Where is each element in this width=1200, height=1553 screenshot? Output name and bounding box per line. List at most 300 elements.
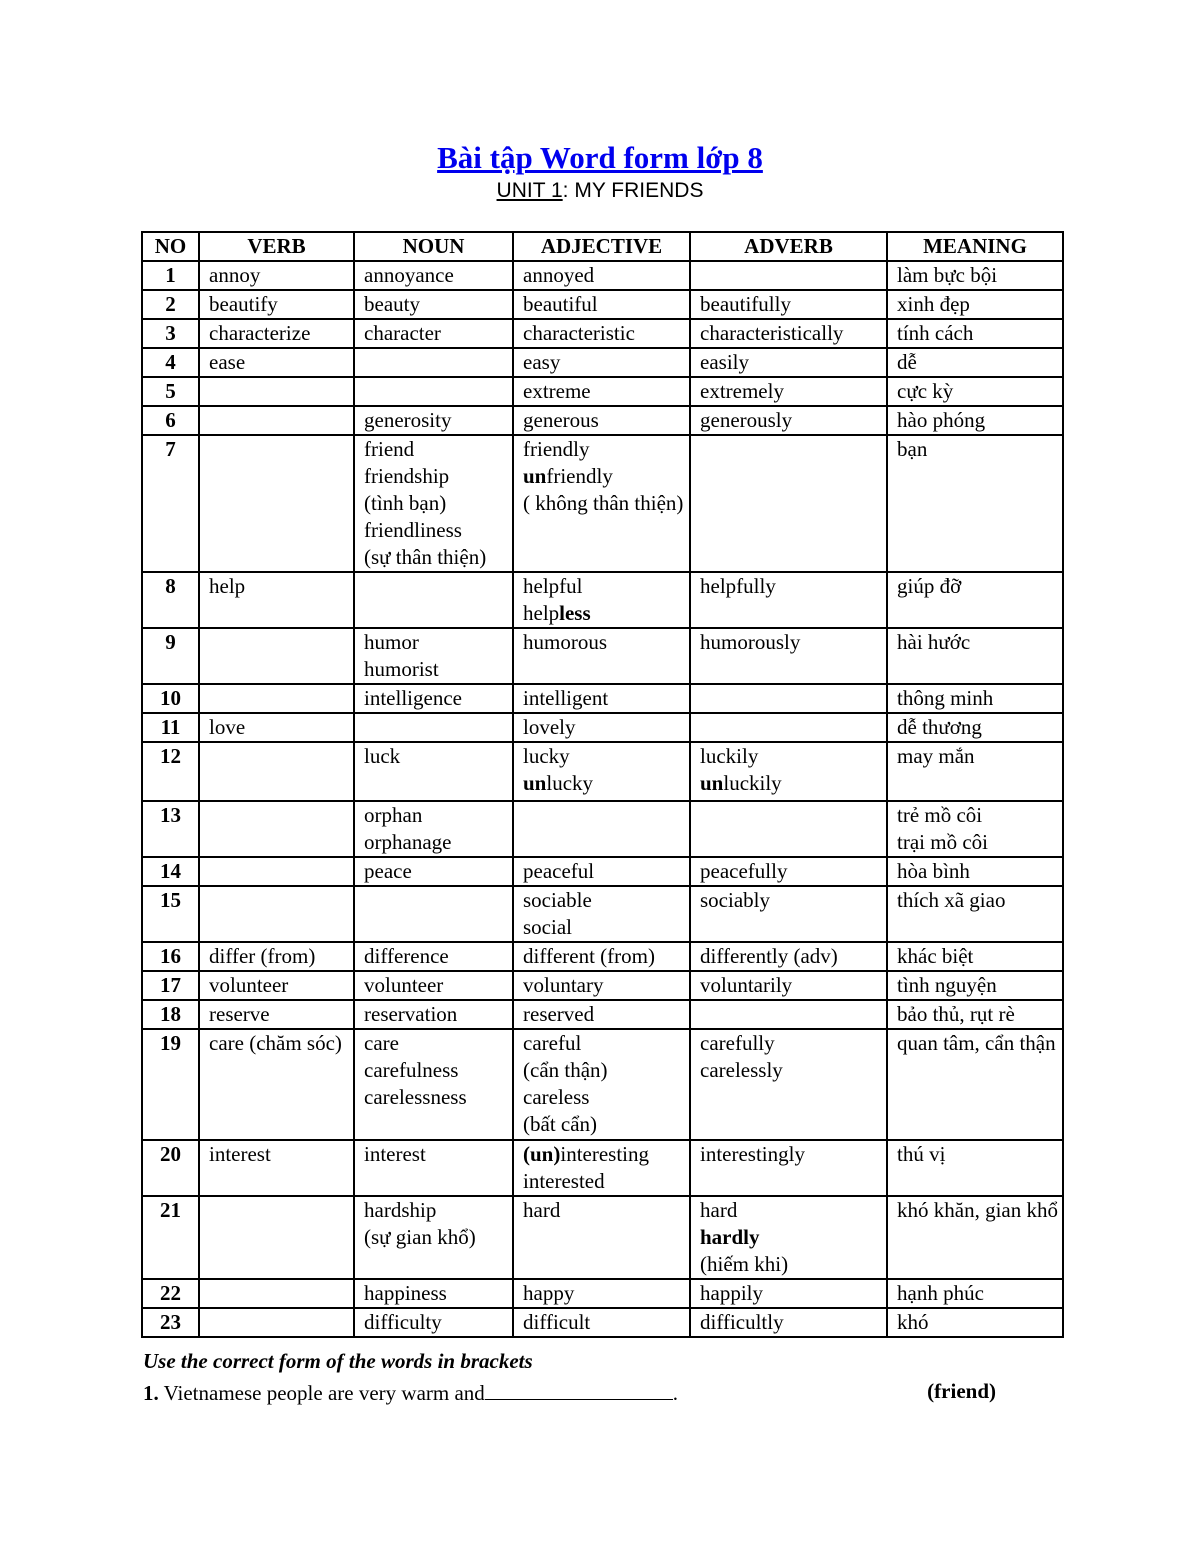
- cell-line: differ (from): [209, 944, 316, 968]
- cell-line: [523, 1141, 689, 1168]
- noun-cell: [354, 742, 513, 801]
- adverb-cell: [690, 435, 887, 572]
- row-number-cell: 18: [142, 1000, 199, 1029]
- noun-cell: [354, 886, 513, 942]
- cell-line: friendliness: [364, 518, 462, 542]
- cell-line: voluntary: [523, 973, 604, 997]
- table-row: [142, 1196, 1063, 1279]
- noun-cell: [354, 628, 513, 684]
- cell-line: [523, 463, 689, 490]
- cell-line: [700, 1224, 886, 1251]
- bold-affix: hardly: [700, 1225, 760, 1249]
- table-body: [142, 261, 1063, 1337]
- cell-line: interested: [523, 1169, 605, 1193]
- row-number-cell: 5: [142, 377, 199, 406]
- cell-line: annoy: [209, 263, 261, 287]
- table-header-row: [142, 232, 1063, 261]
- row-number-cell: 7: [142, 435, 199, 572]
- meaning-cell: [887, 406, 1063, 435]
- cell-line: thú vị: [897, 1142, 946, 1166]
- cell-line: friendship: [364, 464, 450, 488]
- meaning-cell: [887, 290, 1063, 319]
- cell-line: dễ: [897, 350, 917, 374]
- meaning-cell: [887, 572, 1063, 628]
- meaning-cell: [887, 1279, 1063, 1308]
- cell-line: difficult: [523, 1310, 591, 1334]
- adverb-cell: [690, 942, 887, 971]
- table-row: [142, 319, 1063, 348]
- cell-line: tính cách: [897, 321, 974, 345]
- header-no: NO: [142, 232, 199, 261]
- cell-line: (cẩn thận): [523, 1058, 608, 1082]
- adjective-cell: [513, 319, 690, 348]
- meaning-cell: [887, 801, 1063, 857]
- verb-cell: [199, 377, 354, 406]
- cell-line: love: [209, 715, 246, 739]
- cell-line: luckily: [700, 744, 759, 768]
- cell-line: trẻ mồ côi: [897, 803, 983, 827]
- exercise-heading: Use the correct form of the words in brackets: [143, 1349, 533, 1373]
- adjective-cell: [513, 886, 690, 942]
- bold-affix: un: [523, 464, 547, 488]
- cell-line: hard: [700, 1198, 738, 1222]
- table-row: [142, 1279, 1063, 1308]
- table-row: [142, 377, 1063, 406]
- adjective-cell: [513, 572, 690, 628]
- cell-line: humor: [364, 630, 419, 654]
- row-number-cell: 23: [142, 1308, 199, 1337]
- table-row: [142, 261, 1063, 290]
- verb-cell: [199, 801, 354, 857]
- word-part: luckily: [723, 771, 782, 795]
- cell-line: peacefully: [700, 859, 788, 883]
- cell-line: hòa bình: [897, 859, 970, 883]
- cell-line: orphanage: [364, 830, 452, 854]
- verb-cell: [199, 886, 354, 942]
- cell-line: easily: [700, 350, 749, 374]
- cell-line: generous: [523, 408, 599, 432]
- adverb-cell: [690, 348, 887, 377]
- cell-line: care (chăm sóc): [209, 1031, 342, 1055]
- adjective-cell: [513, 713, 690, 742]
- cell-line: extreme: [523, 379, 591, 403]
- adverb-cell: [690, 1000, 887, 1029]
- verb-cell: [199, 435, 354, 572]
- cell-line: sociably: [700, 888, 770, 912]
- cell-line: helpful: [523, 574, 583, 598]
- cell-line: happily: [700, 1281, 763, 1305]
- adjective-cell: [513, 377, 690, 406]
- adjective-cell: [513, 1140, 690, 1196]
- cell-line: annoyed: [523, 263, 595, 287]
- adjective-cell: [513, 942, 690, 971]
- cell-line: hardship: [364, 1198, 437, 1222]
- table-row: [142, 1029, 1063, 1140]
- table-row: [142, 628, 1063, 684]
- cell-line: hài hước: [897, 630, 971, 654]
- cell-line: reservation: [364, 1002, 458, 1026]
- adverb-cell: [690, 1029, 887, 1140]
- adverb-cell: [690, 857, 887, 886]
- noun-cell: [354, 1000, 513, 1029]
- verb-cell: [199, 406, 354, 435]
- adverb-cell: [690, 406, 887, 435]
- table-row: [142, 971, 1063, 1000]
- row-number-cell: 14: [142, 857, 199, 886]
- adjective-cell: [513, 406, 690, 435]
- unit-label: UNIT 1: [496, 179, 563, 202]
- row-number-cell: 11: [142, 713, 199, 742]
- row-number-cell: 8: [142, 572, 199, 628]
- cell-line: differently (adv): [700, 944, 838, 968]
- adjective-cell: [513, 971, 690, 1000]
- meaning-cell: [887, 886, 1063, 942]
- cell-line: [700, 770, 886, 797]
- verb-cell: [199, 1000, 354, 1029]
- cell-line: friendly: [523, 437, 590, 461]
- meaning-cell: [887, 261, 1063, 290]
- table-row: [142, 1308, 1063, 1337]
- cell-line: luck: [364, 744, 401, 768]
- meaning-cell: [887, 971, 1063, 1000]
- cell-line: (hiếm khi): [700, 1252, 789, 1276]
- row-number-cell: 12: [142, 742, 199, 801]
- cell-line: hạnh phúc: [897, 1281, 984, 1305]
- header-adjective: ADJECTIVE: [513, 232, 690, 261]
- cell-line: happiness: [364, 1281, 447, 1305]
- adjective-cell: [513, 290, 690, 319]
- noun-cell: [354, 942, 513, 971]
- table-row: [142, 713, 1063, 742]
- row-number-cell: 4: [142, 348, 199, 377]
- cell-line: reserved: [523, 1002, 595, 1026]
- adverb-cell: [690, 801, 887, 857]
- question-end: .: [672, 1381, 679, 1405]
- unit-name: : MY FRIENDS: [562, 179, 704, 202]
- verb-cell: [199, 1196, 354, 1279]
- noun-cell: [354, 572, 513, 628]
- question-text: Vietnamese people are very warm and: [158, 1381, 485, 1405]
- noun-cell: [354, 1029, 513, 1140]
- page-title: Bài tập Word form lớp 8: [437, 140, 763, 175]
- cell-line: volunteer: [364, 973, 444, 997]
- verb-cell: [199, 572, 354, 628]
- row-number-cell: 3: [142, 319, 199, 348]
- row-number-cell: 21: [142, 1196, 199, 1279]
- meaning-cell: [887, 857, 1063, 886]
- cell-line: khác biệt: [897, 944, 974, 968]
- row-number-cell: 1: [142, 261, 199, 290]
- adverb-cell: [690, 1279, 887, 1308]
- adverb-cell: [690, 742, 887, 801]
- table-row: [142, 886, 1063, 942]
- adverb-cell: [690, 377, 887, 406]
- cell-line: beautifully: [700, 292, 791, 316]
- adverb-cell: [690, 971, 887, 1000]
- cell-line: khó khăn, gian khổ: [897, 1198, 1058, 1222]
- adjective-cell: [513, 1029, 690, 1140]
- meaning-cell: [887, 628, 1063, 684]
- adjective-cell: [513, 801, 690, 857]
- cell-line: careful: [523, 1031, 582, 1055]
- row-number-cell: 6: [142, 406, 199, 435]
- verb-cell: [199, 742, 354, 801]
- cell-line: voluntarily: [700, 973, 793, 997]
- noun-cell: [354, 319, 513, 348]
- header-adverb: ADVERB: [690, 232, 887, 261]
- cell-line: (sự thân thiện): [364, 545, 487, 569]
- verb-cell: [199, 713, 354, 742]
- verb-cell: [199, 857, 354, 886]
- cell-line: thông minh: [897, 686, 994, 710]
- cell-line: characterize: [209, 321, 311, 345]
- table-row: [142, 290, 1063, 319]
- cell-line: reserve: [209, 1002, 270, 1026]
- row-number-cell: 10: [142, 684, 199, 713]
- verb-cell: [199, 1029, 354, 1140]
- noun-cell: [354, 971, 513, 1000]
- noun-cell: [354, 435, 513, 572]
- adverb-cell: [690, 886, 887, 942]
- cell-line: interest: [364, 1142, 426, 1166]
- verb-cell: [199, 1308, 354, 1337]
- cell-line: peace: [364, 859, 412, 883]
- adjective-cell: [513, 857, 690, 886]
- cell-line: [523, 770, 689, 797]
- cell-line: humorist: [364, 657, 439, 681]
- meaning-cell: [887, 1140, 1063, 1196]
- verb-cell: [199, 261, 354, 290]
- table-row: [142, 857, 1063, 886]
- adjective-cell: [513, 742, 690, 801]
- noun-cell: [354, 857, 513, 886]
- row-number-cell: 2: [142, 290, 199, 319]
- cell-line: (bất cẩn): [523, 1112, 598, 1136]
- cell-line: xinh đẹp: [897, 292, 970, 316]
- cell-line: friend: [364, 437, 415, 461]
- meaning-cell: [887, 742, 1063, 801]
- adverb-cell: [690, 1196, 887, 1279]
- cell-line: ( không thân thiện): [523, 491, 684, 515]
- cell-line: help: [209, 574, 246, 598]
- meaning-cell: [887, 377, 1063, 406]
- adverb-cell: [690, 1140, 887, 1196]
- verb-cell: [199, 971, 354, 1000]
- noun-cell: [354, 377, 513, 406]
- table-row: [142, 1140, 1063, 1196]
- row-number-cell: 13: [142, 801, 199, 857]
- word-part: interesting: [560, 1142, 650, 1166]
- cell-line: (sự gian khổ): [364, 1225, 476, 1249]
- table-row: [142, 435, 1063, 572]
- question-1: [143, 1379, 1003, 1409]
- table-row: [142, 942, 1063, 971]
- noun-cell: [354, 1140, 513, 1196]
- cell-line: hào phóng: [897, 408, 986, 432]
- cell-line: lovely: [523, 715, 576, 739]
- row-number-cell: 15: [142, 886, 199, 942]
- cell-line: happy: [523, 1281, 575, 1305]
- cell-line: different (from): [523, 944, 655, 968]
- cell-line: [523, 600, 689, 627]
- cell-line: giúp đỡ: [897, 574, 962, 598]
- bold-affix: less: [559, 601, 591, 625]
- cell-line: sociable: [523, 888, 592, 912]
- cell-line: care: [364, 1031, 399, 1055]
- cell-line: ease: [209, 350, 246, 374]
- adjective-cell: [513, 684, 690, 713]
- word-part: friendly: [546, 464, 613, 488]
- cell-line: trại mồ côi: [897, 830, 988, 854]
- header-meaning: MEANING: [887, 232, 1063, 261]
- cell-line: characteristic: [523, 321, 635, 345]
- noun-cell: [354, 1308, 513, 1337]
- cell-line: generosity: [364, 408, 452, 432]
- header-noun: NOUN: [354, 232, 513, 261]
- cell-line: characteristically: [700, 321, 844, 345]
- table-row: [142, 1000, 1063, 1029]
- word-form-table: [141, 231, 1064, 1338]
- noun-cell: [354, 348, 513, 377]
- cell-line: cực kỳ: [897, 379, 954, 403]
- meaning-cell: [887, 1196, 1063, 1279]
- cell-line: difficulty: [364, 1310, 442, 1334]
- adverb-cell: [690, 261, 887, 290]
- meaning-cell: [887, 942, 1063, 971]
- cell-line: peaceful: [523, 859, 595, 883]
- adverb-cell: [690, 713, 887, 742]
- bold-affix: (un): [523, 1142, 561, 1166]
- cell-line: orphan: [364, 803, 423, 827]
- verb-cell: [199, 628, 354, 684]
- cell-line: tình nguyện: [897, 973, 997, 997]
- cell-line: careless: [523, 1085, 590, 1109]
- cell-line: volunteer: [209, 973, 289, 997]
- meaning-cell: [887, 319, 1063, 348]
- bold-affix: un: [523, 771, 547, 795]
- noun-cell: [354, 290, 513, 319]
- header-verb: VERB: [199, 232, 354, 261]
- cell-line: humorously: [700, 630, 801, 654]
- table-row: [142, 348, 1063, 377]
- adverb-cell: [690, 290, 887, 319]
- cell-line: character: [364, 321, 441, 345]
- meaning-cell: [887, 1000, 1063, 1029]
- cell-line: carelessly: [700, 1058, 783, 1082]
- table-row: [142, 572, 1063, 628]
- adjective-cell: [513, 1000, 690, 1029]
- adjective-cell: [513, 628, 690, 684]
- verb-cell: [199, 1140, 354, 1196]
- meaning-cell: [887, 1029, 1063, 1140]
- table-row: [142, 742, 1063, 801]
- question-number: 1.: [143, 1381, 159, 1405]
- verb-cell: [199, 348, 354, 377]
- adjective-cell: [513, 261, 690, 290]
- adverb-cell: [690, 684, 887, 713]
- noun-cell: [354, 684, 513, 713]
- adverb-cell: [690, 628, 887, 684]
- row-number-cell: 22: [142, 1279, 199, 1308]
- cell-line: interest: [209, 1142, 271, 1166]
- adverb-cell: [690, 572, 887, 628]
- noun-cell: [354, 1279, 513, 1308]
- cell-line: thích xã giao: [897, 888, 1006, 912]
- noun-cell: [354, 406, 513, 435]
- row-number-cell: 20: [142, 1140, 199, 1196]
- adjective-cell: [513, 348, 690, 377]
- cell-line: easy: [523, 350, 561, 374]
- cell-line: (tình bạn): [364, 491, 447, 515]
- cell-line: extremely: [700, 379, 784, 403]
- verb-cell: [199, 684, 354, 713]
- table-row: [142, 406, 1063, 435]
- cell-line: hard: [523, 1198, 561, 1222]
- cell-line: difficultly: [700, 1310, 784, 1334]
- cell-line: intelligence: [364, 686, 462, 710]
- cell-line: carefully: [700, 1031, 775, 1055]
- cell-line: carefulness: [364, 1058, 459, 1082]
- cell-line: bảo thủ, rụt rè: [897, 1002, 1015, 1026]
- cell-line: difference: [364, 944, 449, 968]
- answer-blank[interactable]: [485, 1379, 673, 1400]
- noun-cell: [354, 261, 513, 290]
- cell-line: intelligent: [523, 686, 609, 710]
- row-number-cell: 16: [142, 942, 199, 971]
- row-number-cell: 9: [142, 628, 199, 684]
- cell-line: beautiful: [523, 292, 598, 316]
- cell-line: khó: [897, 1310, 929, 1334]
- meaning-cell: [887, 348, 1063, 377]
- table-row: [142, 801, 1063, 857]
- adverb-cell: [690, 319, 887, 348]
- question-hint: (friend): [927, 1379, 996, 1403]
- word-part: help: [523, 601, 560, 625]
- cell-line: lucky: [523, 744, 570, 768]
- cell-line: helpfully: [700, 574, 776, 598]
- noun-cell: [354, 713, 513, 742]
- verb-cell: [199, 290, 354, 319]
- cell-line: beauty: [364, 292, 420, 316]
- cell-line: social: [523, 915, 572, 939]
- table-row: [142, 684, 1063, 713]
- meaning-cell: [887, 435, 1063, 572]
- adjective-cell: [513, 435, 690, 572]
- cell-line: humorous: [523, 630, 607, 654]
- cell-line: may mắn: [897, 744, 975, 768]
- cell-line: quan tâm, cẩn thận: [897, 1031, 1056, 1055]
- cell-line: carelessness: [364, 1085, 467, 1109]
- adverb-cell: [690, 1308, 887, 1337]
- cell-line: dễ thương: [897, 715, 982, 739]
- verb-cell: [199, 942, 354, 971]
- word-part: lucky: [546, 771, 594, 795]
- meaning-cell: [887, 684, 1063, 713]
- row-number-cell: 19: [142, 1029, 199, 1140]
- verb-cell: [199, 319, 354, 348]
- cell-line: bạn: [897, 437, 928, 461]
- meaning-cell: [887, 1308, 1063, 1337]
- noun-cell: [354, 1196, 513, 1279]
- cell-line: làm bực bội: [897, 263, 998, 287]
- bold-affix: un: [700, 771, 724, 795]
- noun-cell: [354, 801, 513, 857]
- cell-line: annoyance: [364, 263, 454, 287]
- unit-subtitle: [0, 179, 1200, 203]
- adjective-cell: [513, 1196, 690, 1279]
- cell-line: generously: [700, 408, 793, 432]
- verb-cell: [199, 1279, 354, 1308]
